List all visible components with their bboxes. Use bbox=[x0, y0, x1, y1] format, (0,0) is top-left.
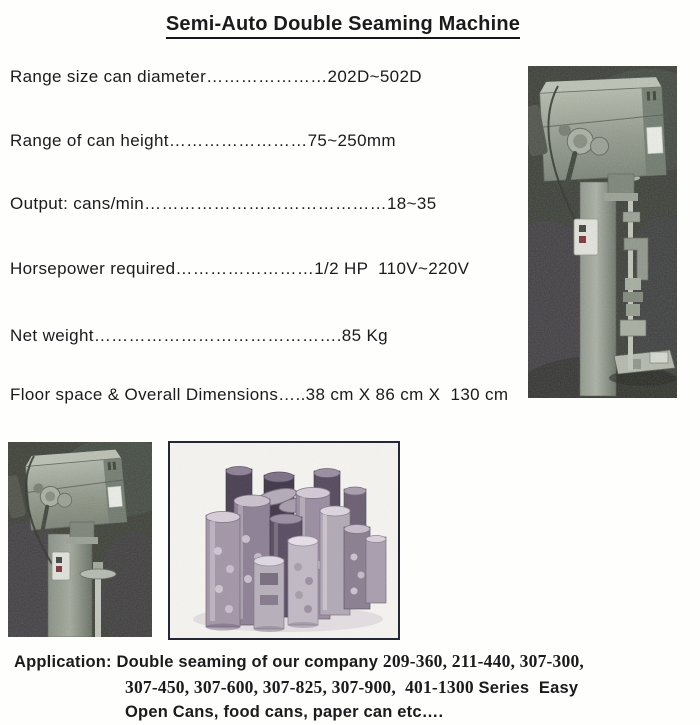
application-line-3-text: Open Cans, food cans, paper can etc…. bbox=[125, 703, 444, 721]
cans-illustration bbox=[170, 443, 398, 638]
spec-horsepower: Horsepower required……………………1/2 HP 110V~220V bbox=[10, 259, 470, 278]
title-row bbox=[0, 13, 693, 39]
application-line-1 bbox=[14, 651, 584, 672]
spec-net-weight: Net weight…………………………………….85 Kg bbox=[10, 326, 388, 345]
application-line-2-text: Series Easy bbox=[473, 679, 579, 697]
machine-photo-illustration bbox=[528, 66, 677, 398]
spec-can-height: Range of can height……………………75~250mm bbox=[10, 131, 396, 150]
spec-range-diameter: Range size can diameter…………………202D~502D bbox=[10, 67, 422, 86]
spec-floor-space: Floor space & Overall Dimensions…..38 cm X 86 cm X 130 cm bbox=[10, 385, 509, 404]
application-line-2 bbox=[125, 677, 578, 698]
machine-closeup-photo bbox=[8, 442, 152, 637]
cans-photo bbox=[168, 441, 400, 640]
spec-output: Output: cans/min……………………………………18~35 bbox=[10, 194, 437, 213]
machine-photo bbox=[528, 66, 677, 398]
application-line-1-text: Application: Double seaming of our company bbox=[14, 653, 383, 671]
application-line-1-models: 209-360, 211-440, 307-300, bbox=[382, 651, 584, 671]
application-line-3 bbox=[125, 703, 443, 722]
machine-closeup-illustration bbox=[8, 442, 152, 637]
page-title: Semi-Auto Double Seaming Machine bbox=[166, 13, 520, 39]
application-line-2-models: 307-450, 307-600, 307-825, 307-900, 401-1300 bbox=[125, 677, 474, 697]
